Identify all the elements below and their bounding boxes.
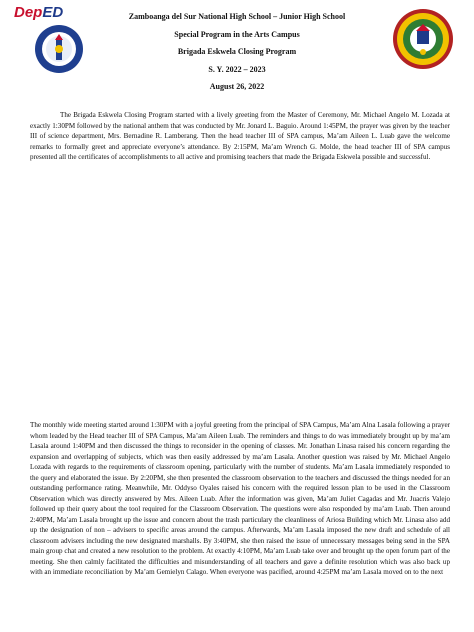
program-title: Brigada Eskwela Closing Program	[177, 47, 297, 56]
school-name: Zamboanga del Sur National High School – Junior High School	[128, 12, 346, 21]
campus-name: Special Program in the Arts Campus	[174, 29, 300, 39]
school-seal-icon	[392, 8, 454, 70]
deped-logo: DepED	[14, 4, 64, 21]
deped-seal-icon	[34, 24, 84, 74]
document-header	[80, 8, 394, 96]
paragraph-closing-program: The Brigada Eskwela Closing Program started with a lively greeting from the Master of Ceremony, Mr. Michael Angelo M. Lozada at exactly 1:30PM followed by the national anthem that was conducted by Mr. Jonard L. Baguio. Around 1:45PM, the prayer was given by the teacher III of science department, Mrs. Bernadine R. Lamberang. Then the head teacher III of SPA campus, Ma’am Aileen L. Luab gave the welcome remarks to formally greet and appreciate everyone’s attendance. By 2:15PM, Ma’am Wrench G. Molde, the head teacher III of SPA campus presented all the certificates of accomplishments to all active and promising teachers that made the Brigada Eskwela possible and successful.	[30, 111, 450, 161]
document-date: August 26, 2022	[209, 82, 265, 91]
school-year: S. Y. 2022 – 2023	[208, 64, 266, 74]
paragraph-monthly-meeting: The monthly wide meeting started around 1:30PM with a joyful greeting from the principal of SPA Campus, Ma’am Alna Lasala following a prayer whom leaded by the Head teacher III of SPA Campus, Ma’am Aileen Luab. The reminders and things to do was immediately brought up by ma’am Lasala around 1:40PM and then discussed the things to reconsider in the opening of classes. Mr. Jonathan Linasa raised his concern regarding the expansion and overlapping of subjects, which was then easily addressed by ma’am Lasala. Another question was raised by Mr. Michael Angelo Lozada with regards to the requirements of classroom opening, particularly with the number of students. Ma’am Lasala immediately responded to the query and elaborated the issue. By 2:20PM, she then presented the classroom observation to the teachers and discussed the things needed for an outstanding performance rating. Meanwhile, Mr. Oddyso Oyales raised his concern with the required lesson plan to be used in the Classroom Observation which was directly answered by Mrs. Aileen Luab. After the information was given, Ma’am Juliet Cagadas and Mr. Juacris Valejo followed up their query about the tool required for the Classroom Observation. The questions were also responded by ma’am Luab. Then around 2:40PM, Ma’am Lasala brought up the issue and concern about the trash particulary the cleanliness of Ariosa Building which Mr. Linasa also add up the designation of non – advisers to specific areas around the campus. Afterwards, Ma’am Lasala imposed the new draft and schedule of all classroom advisers including the new designated marshalls. By 3:40PM, she then raised the issue of unnecessary messages being send in the SPA main group chat and created a new resolution to the problem. At exactly 4:10PM, Ma’am Luab take over and brought up the open forum part of the meeting. She then calmly facilitated the difficulties and misunderstanding of all teachers and gave a definite resolution which was also back up with an immediate reconciliation by Ma’am Gemielyn Calago. When everyone was pacified, around 4:25PM ma’am Lasala moved on to the next	[30, 421, 450, 576]
